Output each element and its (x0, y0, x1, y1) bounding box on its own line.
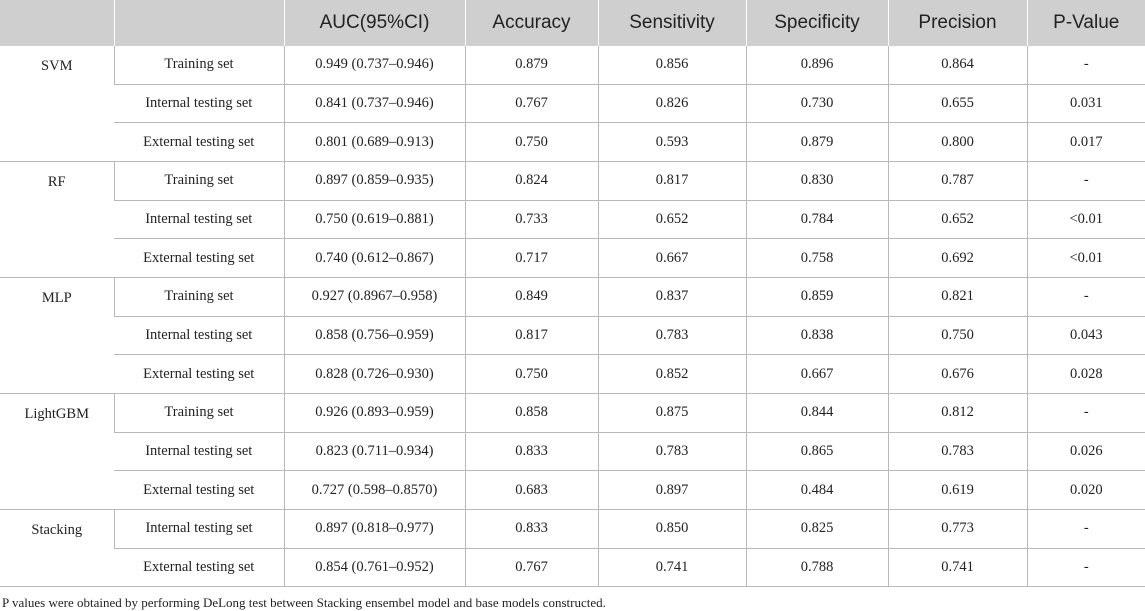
dataset-cell: Internal testing set (114, 200, 284, 239)
precision-cell: 0.652 (888, 200, 1027, 239)
accuracy-cell: 0.858 (465, 393, 598, 432)
model-name-cell: RF (0, 161, 114, 277)
specificity-cell: 0.830 (746, 161, 888, 200)
precision-cell: 0.619 (888, 471, 1027, 510)
specificity-cell: 0.788 (746, 548, 888, 587)
dataset-cell: External testing set (114, 548, 284, 587)
auc-cell: 0.841 (0.737–0.946) (284, 84, 465, 123)
precision-cell: 0.821 (888, 277, 1027, 316)
table-row (0, 84, 1145, 123)
table-row (0, 277, 1145, 316)
sensitivity-cell: 0.741 (598, 548, 746, 587)
accuracy-cell: 0.879 (465, 46, 598, 84)
auc-cell: 0.858 (0.756–0.959) (284, 316, 465, 355)
auc-cell: 0.823 (0.711–0.934) (284, 432, 465, 471)
header-auc: AUC(95%CI) (284, 0, 465, 46)
accuracy-cell: 0.750 (465, 123, 598, 162)
p-value-cell: 0.026 (1027, 432, 1145, 471)
auc-cell: 0.854 (0.761–0.952) (284, 548, 465, 587)
sensitivity-cell: 0.875 (598, 393, 746, 432)
model-name-cell: SVM (0, 46, 114, 161)
table-footnote: P values were obtained by performing DeLong test between Stacking ensembel model and base models constructed. (2, 595, 606, 610)
dataset-cell: Training set (114, 46, 284, 84)
dataset-cell: External testing set (114, 355, 284, 394)
table-row (0, 393, 1145, 432)
accuracy-cell: 0.817 (465, 316, 598, 355)
auc-cell: 0.828 (0.726–0.930) (284, 355, 465, 394)
auc-cell: 0.949 (0.737–0.946) (284, 46, 465, 84)
auc-cell: 0.927 (0.8967–0.958) (284, 277, 465, 316)
p-value-cell: - (1027, 277, 1145, 316)
table-row (0, 46, 1145, 84)
table-row (0, 355, 1145, 394)
specificity-cell: 0.859 (746, 277, 888, 316)
auc-cell: 0.750 (0.619–0.881) (284, 200, 465, 239)
auc-cell: 0.926 (0.893–0.959) (284, 393, 465, 432)
precision-cell: 0.787 (888, 161, 1027, 200)
accuracy-cell: 0.683 (465, 471, 598, 510)
specificity-cell: 0.484 (746, 471, 888, 510)
model-name-cell: LightGBM (0, 393, 114, 509)
specificity-cell: 0.825 (746, 509, 888, 548)
dataset-cell: External testing set (114, 239, 284, 278)
p-value-cell: <0.01 (1027, 200, 1145, 239)
auc-cell: 0.897 (0.859–0.935) (284, 161, 465, 200)
header-p-value: P-Value (1027, 0, 1145, 46)
specificity-cell: 0.844 (746, 393, 888, 432)
p-value-cell: - (1027, 548, 1145, 587)
header-model (0, 0, 114, 46)
table-row (0, 509, 1145, 548)
precision-cell: 0.800 (888, 123, 1027, 162)
p-value-cell: - (1027, 46, 1145, 84)
header-accuracy: Accuracy (465, 0, 598, 46)
sensitivity-cell: 0.897 (598, 471, 746, 510)
sensitivity-cell: 0.856 (598, 46, 746, 84)
specificity-cell: 0.758 (746, 239, 888, 278)
precision-cell: 0.864 (888, 46, 1027, 84)
p-value-cell: 0.020 (1027, 471, 1145, 510)
p-value-cell: - (1027, 393, 1145, 432)
specificity-cell: 0.879 (746, 123, 888, 162)
p-value-cell: 0.017 (1027, 123, 1145, 162)
sensitivity-cell: 0.837 (598, 277, 746, 316)
header-sensitivity: Sensitivity (598, 0, 746, 46)
specificity-cell: 0.838 (746, 316, 888, 355)
table-row (0, 432, 1145, 471)
accuracy-cell: 0.767 (465, 84, 598, 123)
model-name-cell: Stacking (0, 509, 114, 586)
specificity-cell: 0.865 (746, 432, 888, 471)
dataset-cell: External testing set (114, 123, 284, 162)
table-row (0, 471, 1145, 510)
precision-cell: 0.773 (888, 509, 1027, 548)
precision-cell: 0.750 (888, 316, 1027, 355)
sensitivity-cell: 0.667 (598, 239, 746, 278)
accuracy-cell: 0.824 (465, 161, 598, 200)
sensitivity-cell: 0.783 (598, 432, 746, 471)
sensitivity-cell: 0.826 (598, 84, 746, 123)
accuracy-cell: 0.849 (465, 277, 598, 316)
table-row (0, 161, 1145, 200)
dataset-cell: Internal testing set (114, 84, 284, 123)
table-row (0, 239, 1145, 278)
p-value-cell: - (1027, 509, 1145, 548)
dataset-cell: Internal testing set (114, 432, 284, 471)
table-row (0, 548, 1145, 587)
auc-cell: 0.740 (0.612–0.867) (284, 239, 465, 278)
sensitivity-cell: 0.850 (598, 509, 746, 548)
p-value-cell: <0.01 (1027, 239, 1145, 278)
sensitivity-cell: 0.652 (598, 200, 746, 239)
accuracy-cell: 0.833 (465, 509, 598, 548)
precision-cell: 0.692 (888, 239, 1027, 278)
p-value-cell: 0.028 (1027, 355, 1145, 394)
specificity-cell: 0.784 (746, 200, 888, 239)
specificity-cell: 0.896 (746, 46, 888, 84)
dataset-cell: External testing set (114, 471, 284, 510)
precision-cell: 0.741 (888, 548, 1027, 587)
header-specificity: Specificity (746, 0, 888, 46)
accuracy-cell: 0.750 (465, 355, 598, 394)
sensitivity-cell: 0.852 (598, 355, 746, 394)
p-value-cell: 0.031 (1027, 84, 1145, 123)
model-name-cell: MLP (0, 277, 114, 393)
table-row (0, 200, 1145, 239)
table-row (0, 316, 1145, 355)
p-value-cell: - (1027, 161, 1145, 200)
table-row (0, 123, 1145, 162)
specificity-cell: 0.730 (746, 84, 888, 123)
sensitivity-cell: 0.817 (598, 161, 746, 200)
precision-cell: 0.676 (888, 355, 1027, 394)
dataset-cell: Training set (114, 277, 284, 316)
precision-cell: 0.655 (888, 84, 1027, 123)
auc-cell: 0.897 (0.818–0.977) (284, 509, 465, 548)
sensitivity-cell: 0.593 (598, 123, 746, 162)
dataset-cell: Training set (114, 161, 284, 200)
accuracy-cell: 0.833 (465, 432, 598, 471)
accuracy-cell: 0.767 (465, 548, 598, 587)
header-row (0, 0, 1145, 46)
header-dataset (114, 0, 284, 46)
accuracy-cell: 0.717 (465, 239, 598, 278)
p-value-cell: 0.043 (1027, 316, 1145, 355)
auc-cell: 0.727 (0.598–0.8570) (284, 471, 465, 510)
header-precision: Precision (888, 0, 1027, 46)
accuracy-cell: 0.733 (465, 200, 598, 239)
dataset-cell: Internal testing set (114, 316, 284, 355)
dataset-cell: Internal testing set (114, 509, 284, 548)
precision-cell: 0.783 (888, 432, 1027, 471)
sensitivity-cell: 0.783 (598, 316, 746, 355)
specificity-cell: 0.667 (746, 355, 888, 394)
auc-cell: 0.801 (0.689–0.913) (284, 123, 465, 162)
precision-cell: 0.812 (888, 393, 1027, 432)
dataset-cell: Training set (114, 393, 284, 432)
